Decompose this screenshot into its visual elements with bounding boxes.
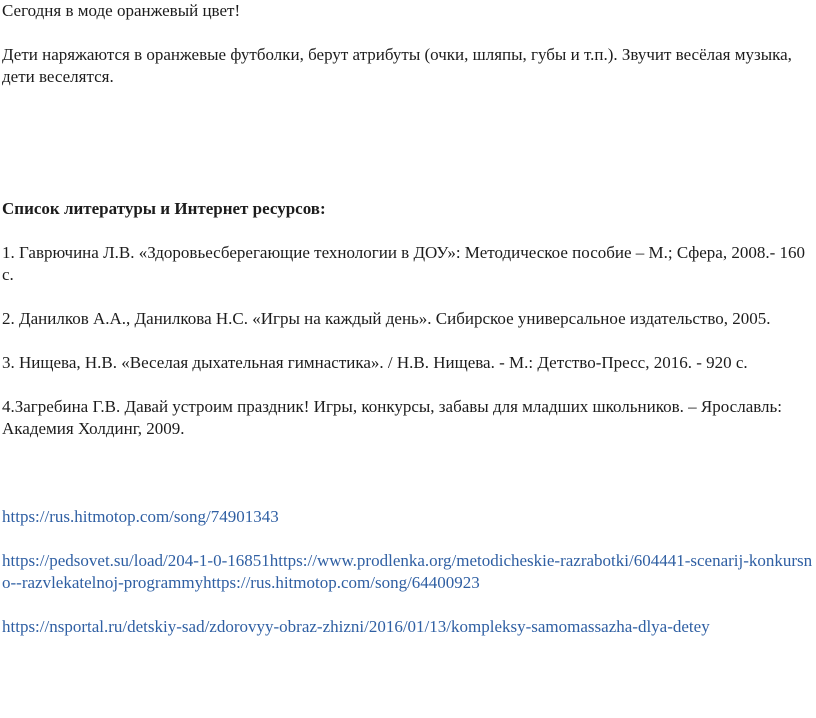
references-heading: Список литературы и Интернет ресурсов: bbox=[2, 199, 326, 218]
link-paragraph-3 bbox=[2, 616, 814, 638]
reference-item-1: 1. Гаврючина Л.В. «Здоровьесберегающие технологии в ДОУ»: Методическое пособие – М.; Сфера, 2008.- 160 с. bbox=[2, 243, 805, 284]
resource-link-2[interactable]: https://pedsovet.su/load/204-1-0-16851https://www.prodlenka.org/metodicheskie-razrabotki/604441-scenarij-konkursno--razvlekatelnoj-programmyhttps://rus.hitmotop.com/song/64400923 bbox=[2, 551, 813, 592]
reference-item-2: 2. Данилков А.А., Данилкова Н.С. «Игры на каждый день». Сибирское универсальное издательство, 2005. bbox=[2, 309, 771, 328]
reference-item-4: 4.Загребина Г.В. Давай устроим праздник! Игры, конкурсы, забавы для младших школьников. – Ярославль: Академия Холдинг, 2009. bbox=[2, 397, 783, 438]
resource-link-1[interactable]: https://rus.hitmotop.com/song/74901343 bbox=[2, 507, 279, 526]
link-paragraph-1 bbox=[2, 506, 814, 528]
activity-description: Дети наряжаются в оранжевые футболки, берут атрибуты (очки, шляпы, губы и т.п.). Звучит весёлая музыка, дети веселятся. bbox=[2, 45, 792, 86]
intro-line: Сегодня в моде оранжевый цвет! bbox=[2, 1, 241, 20]
link-paragraph-2 bbox=[2, 550, 814, 594]
resource-link-3[interactable]: https://nsportal.ru/detskiy-sad/zdorovyy-obraz-zhizni/2016/01/13/kompleksy-samomassazha-dlya-detey bbox=[2, 617, 710, 636]
reference-item-3: 3. Нищева, Н.В. «Веселая дыхательная гимнастика». / Н.В. Нищева. - М.: Детство-Пресс, 2016. - 920 с. bbox=[2, 353, 748, 372]
